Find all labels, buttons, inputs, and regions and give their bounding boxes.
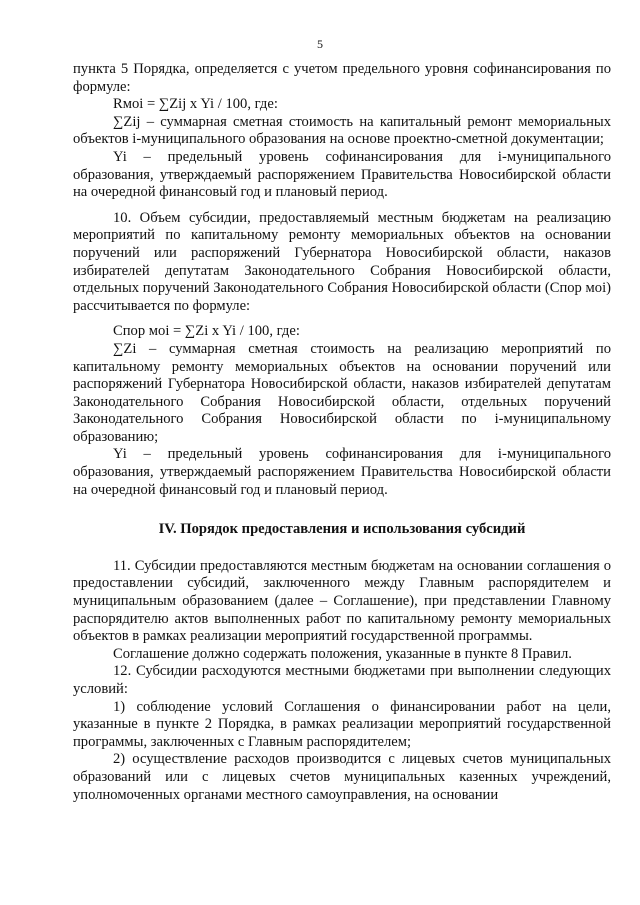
definition-yi-2: Yi – предельный уровень софинансирования для i-муниципального образования, утверждаемый распоряжением Правительства Новосибирской области на очередной финансовый год и плановый период. bbox=[73, 446, 611, 498]
paragraph-12: 12. Субсидии расходуются местными бюджетами при выполнении следующих условий: bbox=[73, 663, 611, 697]
paragraph-continuation: пункта 5 Порядка, определяется с учетом предельного уровня софинансирования по формуле: bbox=[73, 61, 611, 95]
formula-rmoi: Rмoi = ∑Zij x Yi / 100, где: bbox=[113, 96, 278, 113]
page-number: 5 bbox=[317, 37, 323, 51]
condition-1: 1) соблюдение условий Соглашения о финансировании работ на цели, указанные в пункте 2 Порядка, в рамках реализации мероприятий государственной программы, заключенных с Главным распорядителем; bbox=[73, 698, 611, 750]
definition-sum-zi: ∑Zi – суммарная сметная стоимость на реализацию мероприятий по капитальному ремонту мемориальных объектов на основании поручений или распоряжений Губернатора Новосибирской области, наказов избирателей депутатам Законодательного Собрания Новосибирской области, отдельных поручений Законодательного Собрания Новосибирской области по i-муниципальному образованию; bbox=[73, 340, 611, 445]
paragraph-10: 10. Объем субсидии, предоставляемый местным бюджетам на реализацию мероприятий по капитальному ремонту мемориальных объектов на основании поручений или распоряжений Губернатора Новосибирской области, наказов избирателей депутатам Законодательного Собрания Новосибирской области, отдельных поручений Законодательного Собрания Новосибирской области (Спор моi) рассчитывается по формуле: bbox=[73, 209, 611, 314]
formula-spor-moi: Спор моi = ∑Zi x Yi / 100, где: bbox=[113, 323, 300, 340]
condition-2: 2) осуществление расходов производится с лицевых счетов муниципальных образований или с лицевых счетов муниципальных казенных учреждений, уполномоченных органами местного самоуправления, на основании bbox=[73, 751, 611, 803]
agreement-provisions: Соглашение должно содержать положения, указанные в пункте 8 Правил. bbox=[113, 645, 572, 662]
paragraph-11: 11. Субсидии предоставляются местным бюджетам на основании соглашения о предоставлении субсидий, заключенного между Главным распорядителем и муниципальным образованием (далее – Соглашение), при представлении Главному распорядителю актов выполненных работ по капитальному ремонту мемориальных объектов в рамках реализации мероприятий государственной программы. bbox=[73, 557, 611, 645]
document-body bbox=[73, 61, 611, 804]
definition-yi: Yi – предельный уровень софинансирования для i-муниципального образования, утверждаемый распоряжением Правительства Новосибирской области на очередной финансовый год и плановый период. bbox=[73, 148, 611, 201]
section-heading: IV. Порядок предоставления и использования субсидий bbox=[158, 521, 526, 538]
definition-sum-zij: ∑Zij – суммарная сметная стоимость на капитальный ремонт мемориальных объектов i-муниципального образования на основе проектно-сметной документации; bbox=[73, 113, 611, 148]
